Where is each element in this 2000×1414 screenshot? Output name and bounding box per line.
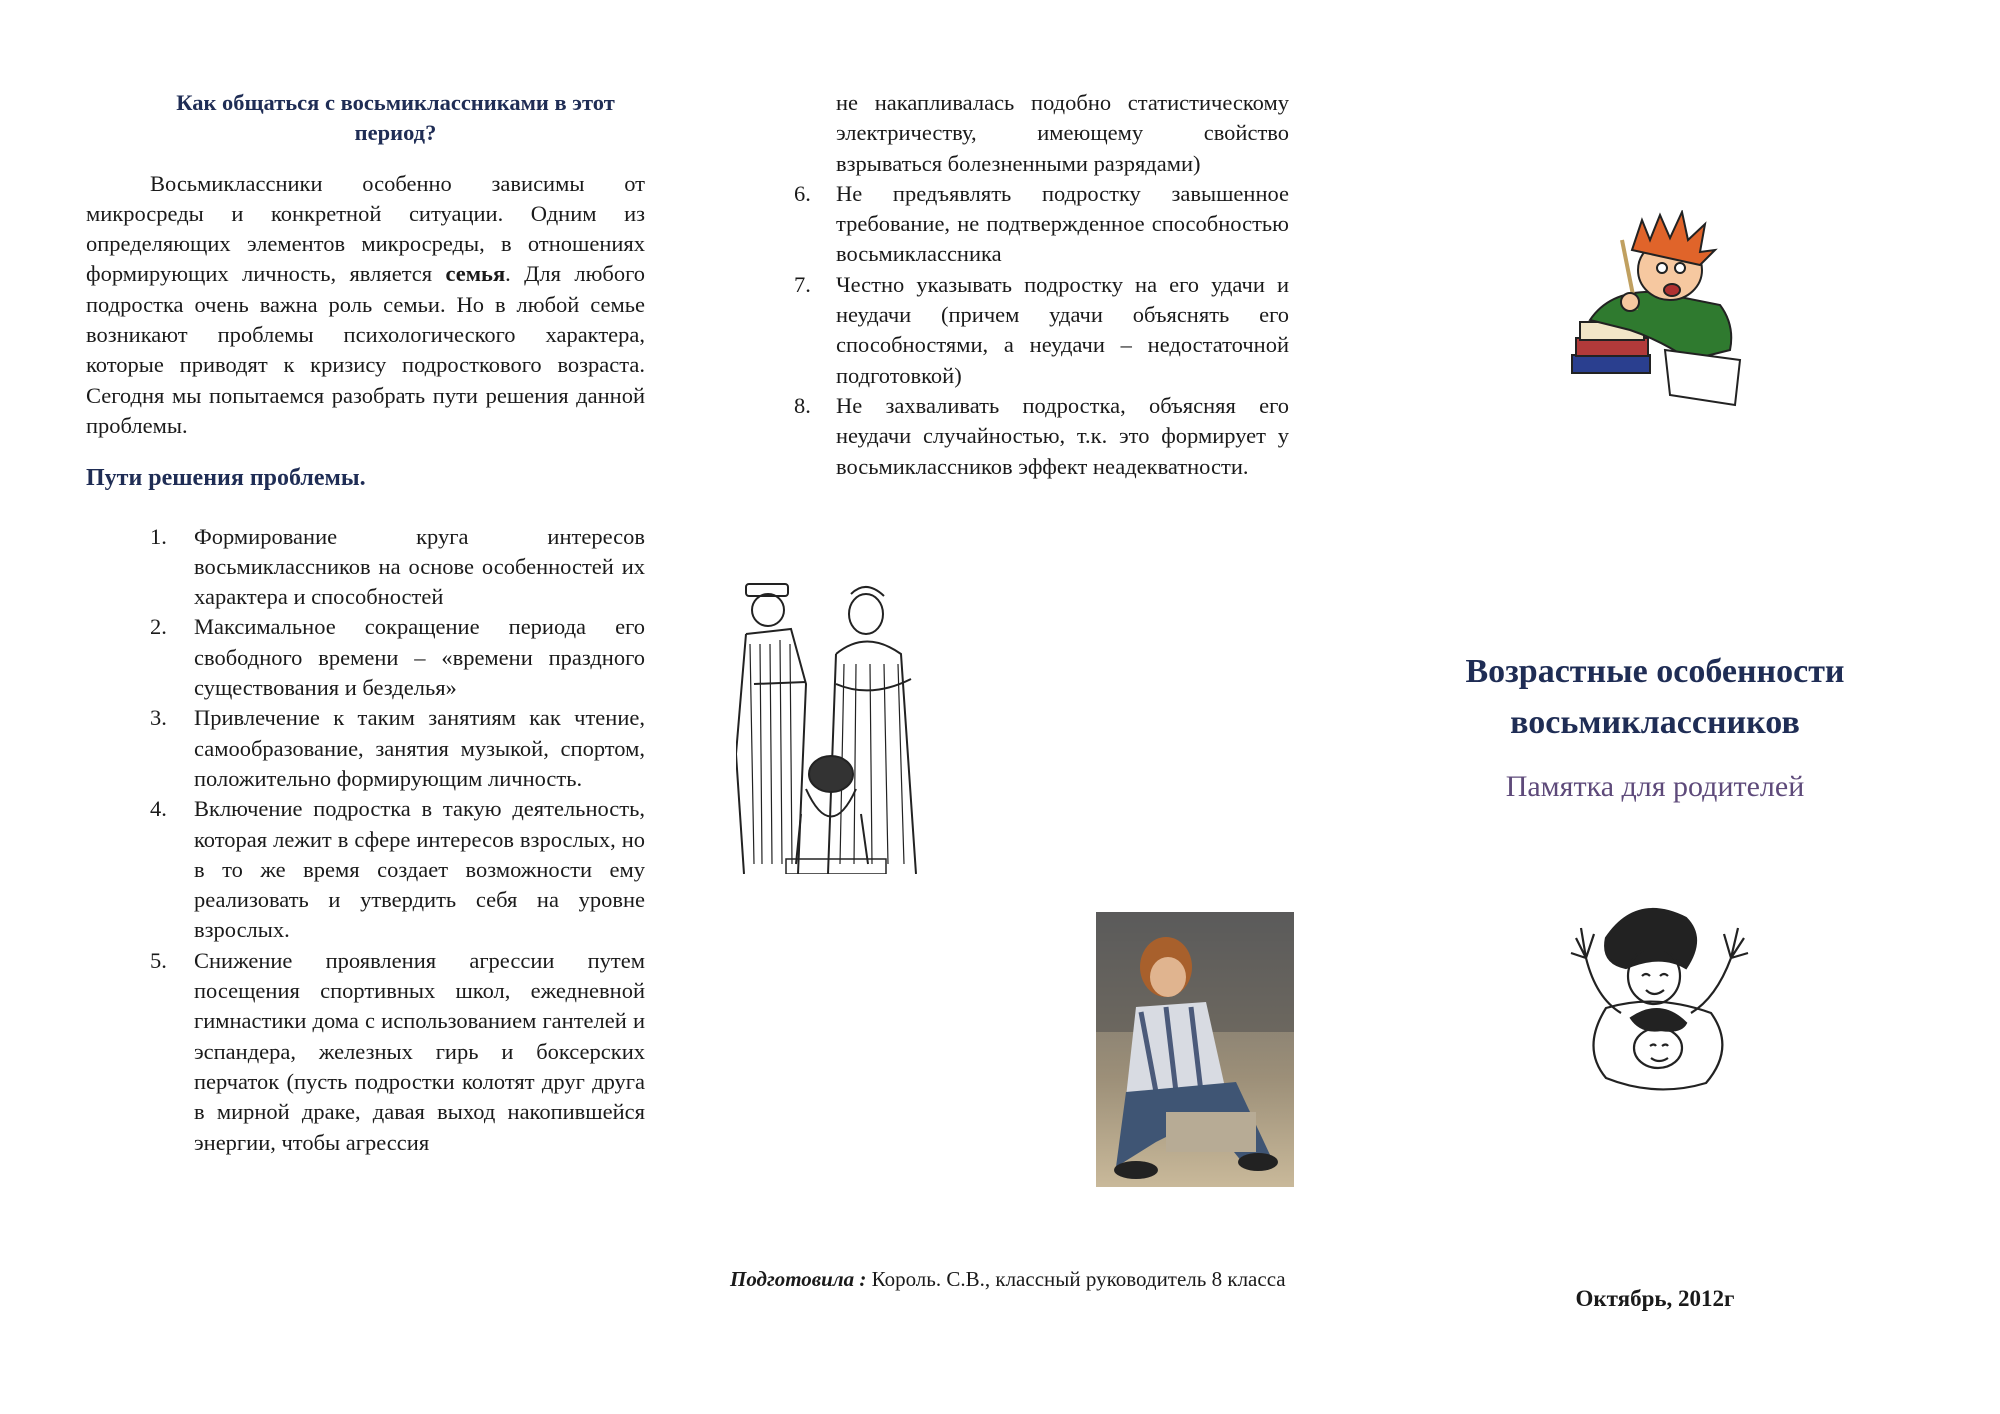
list-item (794, 391, 1289, 482)
list-item (86, 612, 645, 703)
intro-text-2: . Для любого подростка очень важна роль семьи. Но в любой семье возникают проблемы психологического характера, которые приводят к кризису подросткового возраста. Сегодня мы попытаемся разобрать пути решения данной проблемы. (86, 261, 645, 438)
list-number: 8. (794, 392, 811, 418)
list-text: Включение подростка в такую деятельность, которая лежит в сфере интересов взрослых, но в то же время создает возможности ему реализовать и утвердить себя на уровне взрослых. (194, 796, 645, 943)
left-column (86, 88, 645, 1158)
list-text: Максимальное сокращение периода его свободного времени – «времени праздного существования и безделья» (194, 614, 645, 701)
middle-column (794, 88, 1289, 482)
list-number: 1. (150, 523, 167, 549)
parents-scolding-illustration (736, 574, 936, 874)
list-item (794, 179, 1289, 270)
list-number: 7. (794, 271, 811, 297)
continuation-text: не накапливалась подобно статистическому электричеству, имеющему свойство взрываться болезненными разрядами) (836, 90, 1289, 176)
list-text: Привлечение к таким занятиям как чтение, самообразование, занятия музыкой, спортом, положительно формирующим личность. (194, 705, 645, 791)
list-item (86, 522, 645, 613)
list-text: Не предъявлять подростку завышенное требование, не подтвержденное способностью восьмиклассника (836, 180, 1289, 267)
list-item (794, 270, 1289, 391)
list-item (86, 946, 645, 1158)
list-number: 3. (150, 705, 167, 731)
list-text: Снижение проявления агрессии путем посещения спортивных школ, ежедневной гимнастики дома с использованием гантелей и эспандера, железных гирь и боксерских перчаток (пусть подростки колотят друг друга в мирной драке, давая выход накопившейся энергии, чтобы агрессия (194, 947, 645, 1155)
brochure-subtitle: Памятка для родителей (1505, 770, 1805, 803)
list-item (86, 703, 645, 794)
list-number: 4. (150, 796, 167, 822)
list-text: Честно указывать подростку на его удачи и неудачи (причем удачи объяснять его способностями, а неудачи – недостаточной подготовкой) (836, 271, 1289, 388)
publication-date: Октябрь, 2012г (1575, 1286, 1735, 1311)
list-number: 5. (150, 947, 167, 973)
boy-with-books-illustration (1570, 210, 1748, 410)
list-item (86, 794, 645, 945)
teenager-photo (1096, 912, 1294, 1187)
title-line-1: Возрастные особенности (1465, 653, 1845, 690)
section-heading: Как общаться с восьмиклассниками в этот период? (176, 90, 615, 146)
intro-text-1: Восьмиклассники особенно зависимы от микросреды и конкретной ситуации. Одним из определяющих элементов микросреды, в отношениях формирующих личность, является (86, 170, 645, 287)
list-text: Формирование круга интересов восьмиклассников на основе особенностей их характера и способностей (194, 523, 645, 610)
title-line-2: восьмиклассников (1510, 704, 1800, 741)
credit-line (730, 1264, 1289, 1295)
list-number: 2. (150, 614, 167, 640)
intro-bold-word: семья (445, 261, 506, 287)
brochure-title (1400, 646, 1910, 748)
solutions-list (86, 522, 645, 1158)
credit-label: Подготовила : (730, 1267, 867, 1291)
solutions-list-continued (794, 179, 1289, 482)
intro-paragraph (86, 169, 645, 442)
credit-text: Король. С.В., классный руководитель 8 класса (866, 1267, 1286, 1291)
list-number: 6. (794, 180, 811, 206)
list-text: Не захваливать подростка, объясняя его неудачи случайностью, т.к. это формирует у восьмиклассников эффект неадекватности. (836, 392, 1289, 479)
mother-child-illustration (1566, 898, 1752, 1098)
solutions-heading: Пути решения проблемы. (86, 465, 366, 492)
